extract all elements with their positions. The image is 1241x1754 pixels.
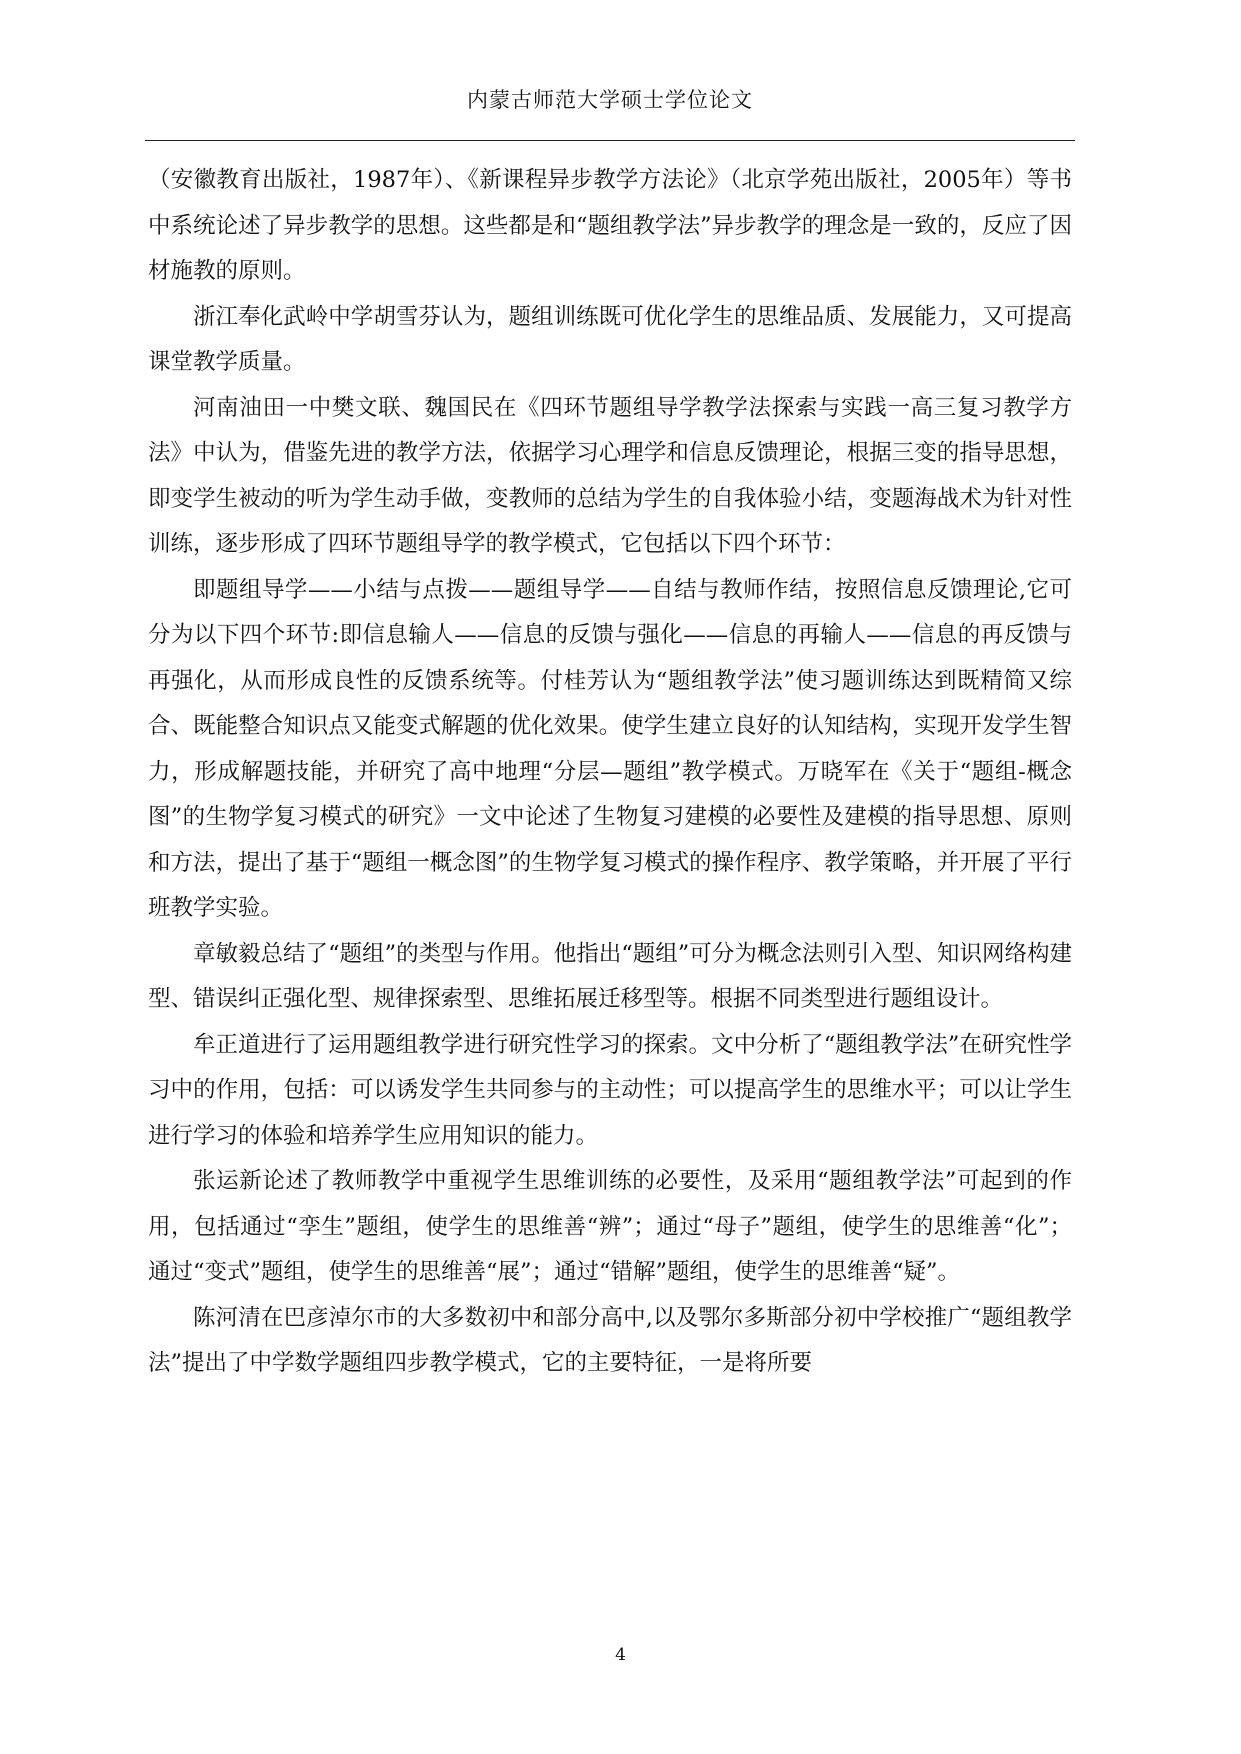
body-text <box>148 158 1072 1387</box>
page-number: 4 <box>615 1645 626 1665</box>
paragraph: 张运新论述了教师教学中重视学生思维训练的必要性，及采用“题组教学法”可起到的作用，包括通过“孪生”题组，使学生的思维善“辨”；通过“母子”题组，使学生的思维善“化”；通过“变式”题组，使学生的思维善“展”；通过“错解”题组，使学生的思维善“疑”。 <box>148 1168 1072 1285</box>
paragraph: 浙江奉化武岭中学胡雪芬认为，题组训练既可优化学生的思维品质、发展能力，又可提高课堂教学质量。 <box>148 303 1072 375</box>
paragraph: 即题组导学——小结与点拨——题组导学——自结与教师作结，按照信息反馈理论,它可分为以下四个环节:即信息输人——信息的反馈与强化——信息的再输人——信息的再反馈与再强化，从而形成良性的反馈系统等。付桂芳认为“题组教学法”使习题训练达到既精简又综合、既能整合知识点又能变式解题的优化效果。使学生建立良好的认知结构，实现开发学生智力，形成解题技能，并研究了高中地理“分层—题组”教学模式。万晓军在《关于“题组-概念图”的生物学复习模式的研究》一文中论述了生物复习建模的必要性及建模的指导思想、原则和方法，提出了基于“题组一概念图”的生物学复习模式的操作程序、教学策略，并开展了平行班教学实验。 <box>148 576 1072 921</box>
paragraph: 牟正道进行了运用题组教学进行研究性学习的探索。文中分析了“题组教学法”在研究性学习中的作用，包括：可以诱发学生共同参与的主动性；可以提高学生的思维水平；可以让学生进行学习的体验和培养学生应用知识的能力。 <box>148 1031 1072 1149</box>
paragraph: 章敏毅总结了“题组”的类型与作用。他指出“题组”可分为概念法则引入型、知识网络构建型、错误纠正强化型、规律探索型、思维拓展迁移型等。根据不同类型进行题组设计。 <box>148 940 1072 1012</box>
running-header: 内蒙古师范大学硕士学位论文 <box>467 88 753 112</box>
header-rule <box>145 140 1075 141</box>
paragraph: （安徽教育出版社，1987年）、《新课程异步教学方法论》（北京学苑出版社，2005年）等书中系统论述了异步教学的思想。这些都是和“题组教学法”异步教学的理念是一致的，反应了因材施教的原则。 <box>148 167 1072 284</box>
paragraph: 河南油田一中樊文联、魏国民在《四环节题组导学教学法探索与实践一高三复习教学方法》中认为，借鉴先进的教学方法，依据学习心理学和信息反馈理论，根据三变的指导思想，即变学生被动的听为学生动手做，变教师的总结为学生的自我体验小结，变题海战术为针对性训练，逐步形成了四环节题组导学的教学模式，它包括以下四个环节： <box>148 394 1072 557</box>
paragraph: 陈河清在巴彦淖尔市的大多数初中和部分高中,以及鄂尔多斯部分初中学校推广“题组教学法”提出了中学数学题组四步教学模式，它的主要特征，一是将所要 <box>148 1304 1072 1376</box>
